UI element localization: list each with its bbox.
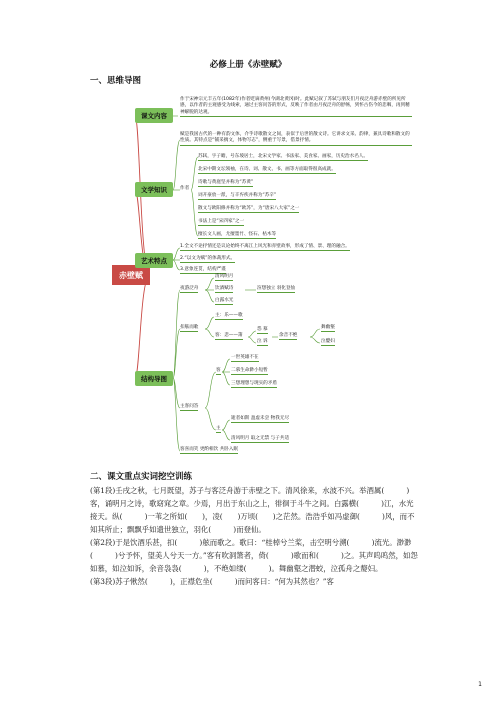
structure-end: 客喜而笑 更酌相饮 共卧入眠: [180, 447, 238, 454]
dialog-guest-item: 二慕生命渺小短暂: [231, 368, 268, 375]
sing-mid: 泣 诉: [257, 339, 268, 346]
category-structure: 结构导图: [135, 371, 173, 386]
dialog-guest: 客: [216, 368, 221, 375]
sing-host: 主：乐——歌: [215, 313, 243, 320]
sing-lingering: 余音不绝: [279, 333, 297, 340]
category-content: 课文内容: [135, 108, 173, 123]
literary-item: 书法上是“宋四家”之一: [198, 219, 244, 226]
author-label: 作者: [180, 186, 190, 191]
sing-effect: 泣嫠妇: [321, 339, 335, 346]
category-literary: 文学知识: [135, 182, 173, 197]
literary-item: 苏轼，字子瞻，号东坡居士，北宋文学家、书法家、美食家、画家，历史治水名人。: [198, 154, 368, 161]
art-item: 3.意象连贯，结构严谨: [180, 267, 226, 274]
dialog-host-item: 清风明月 取之无禁 与子共适: [231, 436, 289, 443]
structure-night-label: 夜游泛舟: [180, 286, 198, 293]
night-item: 饮酒赋诗: [215, 286, 233, 293]
sing-mid: 怨 慕: [257, 327, 268, 334]
dialog-host: 主: [216, 426, 221, 433]
dialog-host-item: 逝者如斯 盈虚未尝 物我无尽: [231, 416, 289, 423]
art-item: 2.“以文为赋”的体裁形式。: [180, 256, 235, 263]
literary-genre-text: 赋是我国古代的一种有韵文体，介乎诗歌散文之间，表似于后世的散文诗。它讲求文采、韵律，兼具诗歌和散文的性质。其特点是“铺采摛文，体物写志”，侧重于写景，借景抒情。: [180, 132, 412, 146]
structure-dialog-label: 主客问答: [180, 404, 198, 411]
page-number: 1: [478, 681, 482, 688]
sing-guest: 客：悲——箫: [215, 333, 243, 340]
exercise-paragraph: (第1段)壬戌之秋，七月既望，苏子与客泛舟游于赤壁之下。清风徐来，水波不兴。举酒属( )客，诵明月之诗，歌窈窕之章。少焉，月出于东山之上，徘徊于斗牛之间。白露横( )江，水光接天。纵( )一苇之所如( )，凌( )万顷( )之茫然。浩浩乎如冯虚御( )风，而不知其所止；飘飘乎如遗世独立，羽化( )而登仙。: [90, 486, 415, 534]
exercise-body: [90, 484, 420, 588]
content-text: 作于宋神宗元丰五年(1082年)作者贬谪黄州(今湖北黄冈)时。此赋记叙了苏轼与朋友们月夜泛舟游赤壁的所见所感，以作者的主观感受为线索，通过主客问答的形式，反映了作者由月夜泛舟的舒畅，到怀古伤今的悲咽，再到精神解脱的达观。: [180, 97, 412, 117]
literary-item: 北宋中期文坛领袖，在诗、词、散文、书、画等方面取得很高成就。: [198, 167, 336, 174]
mindmap-root: 赤壁赋: [112, 265, 150, 285]
night-item: 清风明月: [215, 274, 233, 281]
category-art: 艺术特点: [135, 253, 173, 268]
structure-sing-label: 扣舷而歌: [180, 325, 198, 332]
sing-effect: 舞幽壑: [321, 325, 335, 332]
literary-item: 散文与欧阳修并称为“欧苏”，为“唐宋八大家”之一: [198, 206, 299, 213]
dialog-guest-item: 三想理想与现实的矛盾: [231, 381, 277, 388]
night-item: 白露水光: [215, 298, 233, 305]
dialog-guest-item: 一世英雄不在: [231, 355, 259, 362]
literary-item: 诗歌与黄庭坚并称为“苏黄”: [198, 180, 253, 187]
exercise-paragraph: (第2段)于是饮酒乐甚，扣( )舷而歌之。歌曰：“桂棹兮兰桨，击空明兮溯( )流光。渺渺( )兮予怀，望美人兮天一方。”客有吹洞箫者，倚( )歌而和( )之。其声呜呜然，如怨如慕，如泣如诉，余音袅袅( )，不绝如缕( )。舞幽壑之潜蛟，泣孤舟之嫠妇。: [90, 538, 418, 573]
exercise-paragraph: (第3段)苏子愀然( )，正襟危坐( )而问客曰：“何为其然也？”客: [90, 577, 334, 586]
literary-item: 擅长文人画，尤擅墨竹、怪石、枯木等: [198, 232, 276, 239]
literary-item: 词开豪放一派，与辛弃疾并称为“苏辛”: [198, 193, 276, 200]
section-heading-exercise: 二、课文重点实词挖空训练: [90, 472, 193, 482]
art-item: 1.全文不论抒情还是议论始终不离江上风光和赤壁故事，形成了情、景、理的融合。: [180, 244, 350, 251]
night-result: 渲想独立 羽化登仙: [257, 286, 295, 293]
page-title: 必修上册《赤壁赋》: [209, 60, 287, 70]
section-heading-mindmap: 一、思维导图: [90, 76, 142, 86]
